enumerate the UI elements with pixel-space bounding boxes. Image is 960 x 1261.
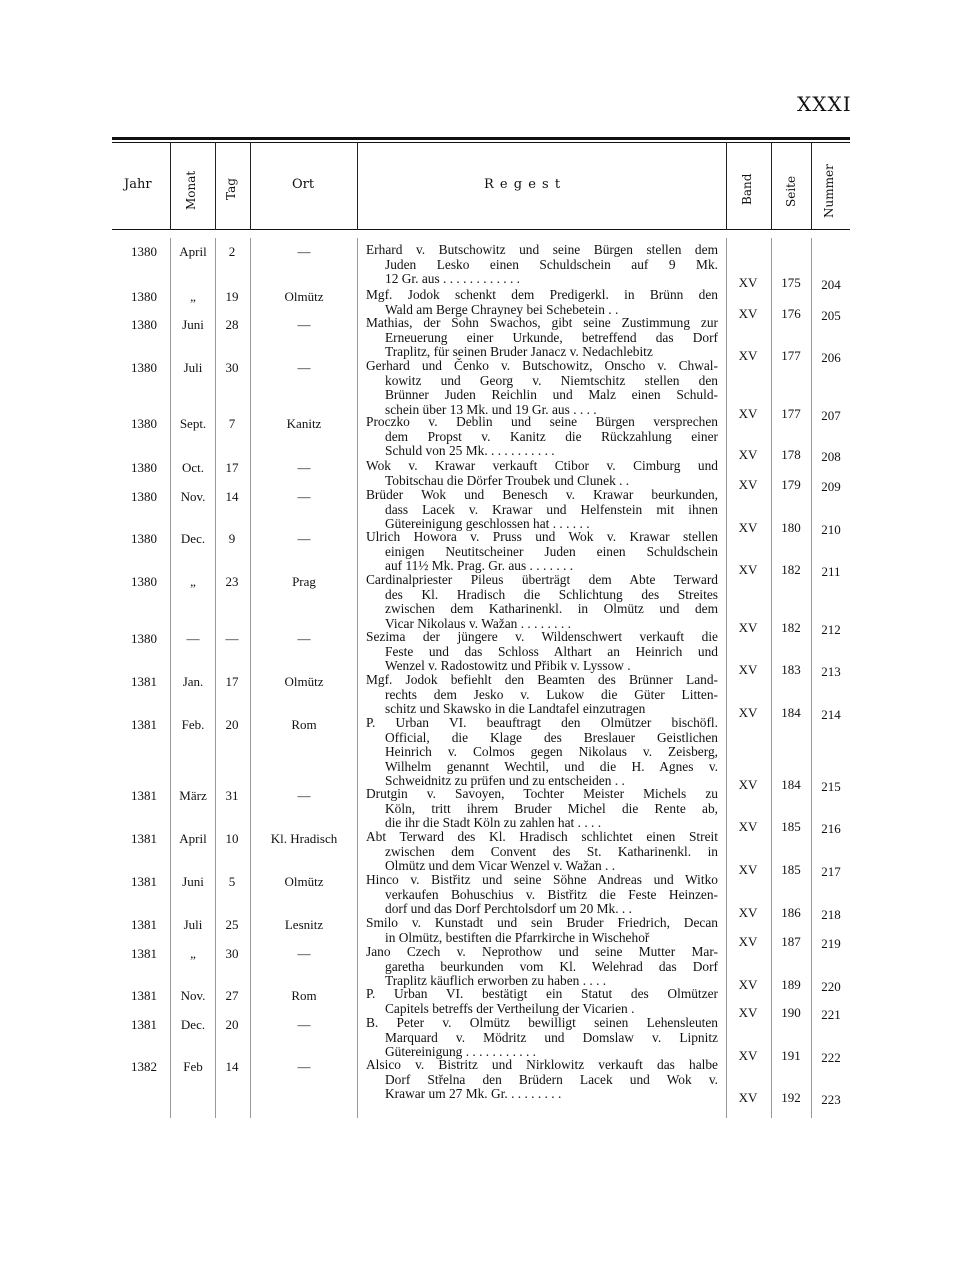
regest-line: Traplitz käuflich erworben zu haben . . . . bbox=[385, 973, 607, 989]
regest-line: garetha beurkunden vom Kl. Welehrad das Dorf bbox=[385, 958, 718, 974]
entry-ort: — bbox=[297, 317, 311, 332]
entry-monat: Nov. bbox=[180, 489, 206, 504]
regest-line: Abt Terward des Kl. Hradisch schlichtet einen Streit bbox=[366, 829, 718, 844]
entry-regest bbox=[366, 459, 718, 488]
entry-seite: 191 bbox=[781, 1048, 801, 1064]
regest-line: Gütereinigung . . . . . . . . . . . bbox=[385, 1044, 536, 1060]
entry-tag: 28 bbox=[225, 317, 239, 332]
regest-line: Wald am Berge Chrayney bei Schebetein . . bbox=[385, 301, 619, 317]
entry-band: XV bbox=[738, 777, 758, 793]
regest-line: Drutgin v. Savoyen, Tochter Meister Michels zu bbox=[366, 786, 718, 801]
entry-tag: 2 bbox=[228, 244, 236, 259]
entry-jahr: 1380 bbox=[131, 416, 157, 431]
entry-monat: Jan. bbox=[182, 674, 204, 689]
entry-regest bbox=[366, 488, 718, 532]
regest-line: Brünner Juden Reichlin und Malz einen Schuld- bbox=[385, 387, 718, 403]
entry-jahr: 1380 bbox=[131, 574, 157, 589]
entry-jahr: 1380 bbox=[131, 317, 157, 332]
entry-seite: 186 bbox=[781, 905, 801, 921]
regest-line: zwischen dem Convent des St. Katharinenkl. in bbox=[385, 843, 718, 859]
regest-line: Wilhelm genannt Wechtil, und die H. Agnes v. bbox=[385, 758, 718, 774]
entry-monat: Feb bbox=[183, 1059, 203, 1074]
entry-seite: 192 bbox=[781, 1090, 801, 1106]
regest-line: Erneuerung einer Urkunde, betreffend das Dorf bbox=[385, 329, 718, 345]
regest-line: Marquard v. Mödritz und Domslaw v. Lipnitz bbox=[385, 1029, 718, 1045]
entry-band: XV bbox=[738, 520, 758, 536]
entry-jahr: 1381 bbox=[131, 788, 157, 803]
regest-line: Schuld von 25 Mk. . . . . . . . . . . bbox=[385, 443, 555, 459]
regest-line: Erhard v. Butschowitz und seine Bürgen stellen dem bbox=[366, 242, 718, 257]
entry-monat: — bbox=[186, 631, 200, 646]
entry-seite: 182 bbox=[781, 619, 801, 635]
entry-regest bbox=[366, 787, 718, 831]
entry-tag: 20 bbox=[225, 717, 239, 732]
regest-line: Vicar Nikolaus v. Wažan . . . . . . . . bbox=[385, 615, 571, 631]
regest-line: Smilo v. Kunstadt und sein Bruder Friedrich, Decan bbox=[366, 915, 718, 930]
entry-ort: — bbox=[297, 244, 311, 259]
entry-jahr: 1381 bbox=[131, 831, 157, 846]
regest-line: zwischen dem Katharinenkl. in Olmütz und dem bbox=[385, 601, 718, 617]
entry-regest bbox=[366, 415, 718, 459]
regest-line: verkaufen Bohuschius v. Bistřitz die Feste Heinzen- bbox=[385, 886, 718, 902]
regest-line: Mathias, der Sohn Swachos, gibt seine Zustimmung zur bbox=[366, 315, 718, 330]
entry-tag: 14 bbox=[225, 1059, 239, 1074]
page-number: XXXI bbox=[797, 92, 852, 116]
entry-seite: 184 bbox=[781, 705, 801, 721]
header-jahr: Jahr bbox=[124, 177, 152, 192]
entry-ort: — bbox=[297, 1059, 311, 1074]
header-band: Band bbox=[740, 173, 754, 205]
entry-ort: — bbox=[297, 360, 311, 375]
entry-band: XV bbox=[738, 905, 758, 921]
regest-line: Hinco v. Bistřitz und seine Söhne Andreas und Witko bbox=[366, 872, 718, 887]
entry-regest bbox=[366, 359, 718, 417]
regest-line: 12 Gr. aus . . . . . . . . . . . . bbox=[385, 271, 521, 287]
entry-tag: 7 bbox=[228, 416, 236, 431]
entry-nummer: 219 bbox=[821, 935, 841, 951]
entry-seite: 179 bbox=[781, 476, 801, 492]
entry-seite: 189 bbox=[781, 977, 801, 993]
entry-ort: — bbox=[297, 631, 311, 646]
entry-nummer: 206 bbox=[821, 350, 841, 366]
entry-seite: 184 bbox=[781, 777, 801, 793]
regest-line: Wenzel v. Radostowitz und Přibik v. Lyssow . bbox=[385, 658, 631, 674]
regest-line: B. Peter v. Olmütz bewilligt seinen Lehensleuten bbox=[366, 1015, 718, 1030]
entry-ort: — bbox=[297, 489, 311, 504]
entry-band: XV bbox=[738, 275, 758, 291]
regest-line: kowitz und Georg v. Niemtschitz stellen den bbox=[385, 372, 718, 388]
entry-nummer: 222 bbox=[821, 1050, 841, 1066]
regest-line: Ulrich Howora v. Pruss und Wok v. Krawar stellen bbox=[366, 529, 718, 544]
entry-nummer: 216 bbox=[821, 821, 841, 837]
entry-ort: Kl. Hradisch bbox=[270, 831, 338, 846]
entry-jahr: 1381 bbox=[131, 988, 157, 1003]
entry-nummer: 223 bbox=[821, 1092, 841, 1108]
entry-seite: 187 bbox=[781, 933, 801, 949]
entry-band: XV bbox=[738, 305, 758, 321]
entry-tag: 17 bbox=[225, 674, 239, 689]
entry-band: XV bbox=[738, 348, 758, 364]
entry-seite: 177 bbox=[781, 405, 801, 421]
entry-jahr: 1380 bbox=[131, 531, 157, 546]
entry-tag: 30 bbox=[225, 946, 239, 961]
entry-ort: — bbox=[297, 946, 311, 961]
entry-tag: 25 bbox=[225, 917, 239, 932]
regest-line: Olmütz und dem Vicar Wenzel v. Wažan . . bbox=[385, 858, 616, 874]
entry-tag: 30 bbox=[225, 360, 239, 375]
regest-line: P. Urban VI. bestätigt ein Statut des Olmützer bbox=[366, 986, 718, 1001]
entry-regest bbox=[366, 630, 718, 674]
entry-regest bbox=[366, 830, 718, 874]
regest-line: P. Urban VI. beauftragt den Olmützer bischöfl. bbox=[366, 715, 718, 730]
header-monat: Monat bbox=[184, 170, 198, 210]
entry-nummer: 220 bbox=[821, 979, 841, 995]
entry-seite: 176 bbox=[781, 305, 801, 321]
entry-monat: Sept. bbox=[179, 416, 207, 431]
entry-nummer: 211 bbox=[821, 564, 841, 580]
entry-tag: 10 bbox=[225, 831, 239, 846]
regest-line: Traplitz, für seinen Bruder Janacz v. Nedachlebitz bbox=[385, 344, 653, 360]
entry-monat: Juli bbox=[183, 360, 203, 375]
regest-line: Sezima der jüngere v. Wildenschwert verkauft die bbox=[366, 629, 718, 644]
entry-jahr: 1381 bbox=[131, 946, 157, 961]
entry-band: XV bbox=[738, 933, 758, 949]
entry-band: XV bbox=[738, 977, 758, 993]
entry-seite: 185 bbox=[781, 862, 801, 878]
header-nummer: Nummer bbox=[822, 164, 836, 218]
entry-seite: 175 bbox=[781, 275, 801, 291]
entry-band: XV bbox=[738, 662, 758, 678]
entry-jahr: 1380 bbox=[131, 489, 157, 504]
entry-monat: März bbox=[179, 788, 207, 803]
regest-line: schitz und Skawsko in die Landtafel einzutragen bbox=[385, 701, 646, 717]
entry-jahr: 1380 bbox=[131, 289, 157, 304]
entry-seite: 190 bbox=[781, 1004, 801, 1020]
entry-nummer: 215 bbox=[821, 779, 841, 795]
entry-ort: Rom bbox=[291, 988, 317, 1003]
regest-line: dem Propst v. Kanitz die Rückzahlung einer bbox=[385, 428, 718, 444]
entry-band: XV bbox=[738, 819, 758, 835]
entry-monat: Juni bbox=[182, 874, 204, 889]
entry-regest bbox=[366, 316, 718, 360]
entry-nummer: 207 bbox=[821, 407, 841, 423]
entry-seite: 185 bbox=[781, 819, 801, 835]
entry-regest bbox=[366, 945, 718, 989]
entry-jahr: 1382 bbox=[131, 1059, 157, 1074]
entry-ort: Prag bbox=[292, 574, 316, 589]
entry-jahr: 1381 bbox=[131, 874, 157, 889]
entry-nummer: 214 bbox=[821, 707, 841, 723]
entry-band: XV bbox=[738, 862, 758, 878]
entry-band: XV bbox=[738, 619, 758, 635]
entry-jahr: 1380 bbox=[131, 244, 157, 259]
entry-regest bbox=[366, 716, 718, 789]
entry-regest bbox=[366, 243, 718, 287]
entry-jahr: 1381 bbox=[131, 1017, 157, 1032]
entry-ort: Olmütz bbox=[284, 874, 324, 889]
regest-line: schein über 13 Mk. und 19 Gr. aus . . . . bbox=[385, 401, 597, 417]
regest-line: in Olmütz, bestiften die Pfarrkirche in Wischehoř bbox=[385, 929, 650, 945]
regest-line: Tobitschau die Dörfer Troubek und Clunek . . bbox=[385, 472, 630, 488]
regest-line: Köln, tritt ihrem Bruder Michel die Rente ab, bbox=[385, 800, 718, 816]
entry-ort: — bbox=[297, 788, 311, 803]
entry-nummer: 217 bbox=[821, 864, 841, 880]
entry-band: XV bbox=[738, 1048, 758, 1064]
entry-tag: 9 bbox=[228, 531, 236, 546]
entry-tag: 17 bbox=[225, 460, 239, 475]
regest-line: dass Lacek v. Krawar und Helfenstein mit ihnen bbox=[385, 501, 718, 517]
entry-ort: Olmütz bbox=[284, 289, 324, 304]
entry-nummer: 213 bbox=[821, 664, 841, 680]
regest-line: Capitels betreffs der Vertheilung der Vicarien . bbox=[385, 1000, 635, 1016]
regest-line: Krawar um 27 Mk. Gr. . . . . . . . . bbox=[385, 1086, 562, 1102]
entry-band: XV bbox=[738, 447, 758, 463]
entry-band: XV bbox=[738, 1090, 758, 1106]
entry-nummer: 205 bbox=[821, 307, 841, 323]
regest-line: Heinrich v. Colmos gegen Nikolaus v. Zeisberg, bbox=[385, 744, 718, 760]
entry-seite: 183 bbox=[781, 662, 801, 678]
entry-nummer: 208 bbox=[821, 449, 841, 465]
entry-ort: — bbox=[297, 1017, 311, 1032]
entry-regest bbox=[366, 673, 718, 717]
entry-monat: „ bbox=[190, 574, 196, 589]
entry-tag: 5 bbox=[228, 874, 236, 889]
regest-line: Schweidnitz zu prüfen und zu entscheiden . . bbox=[385, 773, 625, 789]
entry-tag: 14 bbox=[225, 489, 239, 504]
header-regest: R e g e s t bbox=[484, 177, 562, 192]
entry-monat: Feb. bbox=[181, 717, 205, 732]
regest-line: Jano Czech v. Neprothow und seine Mutter Mar- bbox=[366, 944, 718, 959]
entry-regest bbox=[366, 873, 718, 917]
entry-regest bbox=[366, 530, 718, 574]
entry-tag: 19 bbox=[225, 289, 239, 304]
regest-line: Official, die Klage des Breslauer Geistlichen bbox=[385, 729, 718, 745]
regest-line: Feste und das Schloss Althart an Heinrich und bbox=[385, 643, 718, 659]
entry-ort: Kanitz bbox=[286, 416, 322, 431]
entry-monat: Oct. bbox=[181, 460, 205, 475]
regest-line: Mgf. Jodok schenkt dem Predigerkl. in Brünn den bbox=[366, 287, 718, 302]
entry-ort: Rom bbox=[291, 717, 317, 732]
entry-seite: 177 bbox=[781, 348, 801, 364]
entry-jahr: 1380 bbox=[131, 360, 157, 375]
entry-band: XV bbox=[738, 476, 758, 492]
regest-line: rechts dem Jesko v. Lukow die Güter Litten- bbox=[385, 686, 718, 702]
entry-tag: 31 bbox=[225, 788, 239, 803]
header-ort: Ort bbox=[292, 177, 315, 192]
regest-line: Cardinalpriester Pileus überträgt dem Abte Terward bbox=[366, 572, 718, 587]
entry-tag: 23 bbox=[225, 574, 239, 589]
entry-monat: Juli bbox=[183, 917, 203, 932]
regest-line: dorf und das Dorf Perchtolsdorf um 20 Mk. . . bbox=[385, 901, 632, 917]
entry-jahr: 1380 bbox=[131, 631, 157, 646]
entry-ort: Olmütz bbox=[284, 674, 324, 689]
entry-monat: Juni bbox=[182, 317, 204, 332]
entry-tag: 27 bbox=[225, 988, 239, 1003]
regest-line: Alsico v. Bistritz und Nirklowitz verkauft das halbe bbox=[366, 1057, 718, 1072]
entry-monat: Nov. bbox=[180, 988, 206, 1003]
entry-monat: „ bbox=[190, 289, 196, 304]
regest-line: Juden Lesko einen Schuldschein auf 9 Mk. bbox=[385, 256, 718, 272]
entry-regest bbox=[366, 288, 718, 317]
entry-ort: — bbox=[297, 460, 311, 475]
entry-monat: April bbox=[179, 244, 207, 259]
entry-jahr: 1381 bbox=[131, 674, 157, 689]
entry-band: XV bbox=[738, 705, 758, 721]
entry-monat: Dec. bbox=[180, 531, 206, 546]
entry-nummer: 212 bbox=[821, 621, 841, 637]
header-seite: Seite bbox=[784, 175, 798, 207]
regest-line: des Kl. Hradisch die Schlichtung des Streites bbox=[385, 586, 718, 602]
entry-nummer: 210 bbox=[821, 522, 841, 538]
regest-line: Wok v. Krawar verkauft Ctibor v. Cimburg und bbox=[366, 458, 718, 473]
entry-jahr: 1380 bbox=[131, 460, 157, 475]
entry-seite: 182 bbox=[781, 562, 801, 578]
entry-band: XV bbox=[738, 562, 758, 578]
entry-nummer: 221 bbox=[821, 1006, 841, 1022]
regest-line: Dorf Střelna den Brüdern Lacek und Wok v. bbox=[385, 1071, 718, 1087]
entry-ort: — bbox=[297, 531, 311, 546]
entry-monat: „ bbox=[190, 946, 196, 961]
regest-line: Proczko v. Deblin und seine Bürgen versprechen bbox=[366, 414, 718, 429]
entry-nummer: 218 bbox=[821, 907, 841, 923]
entry-monat: Dec. bbox=[180, 1017, 206, 1032]
entry-jahr: 1381 bbox=[131, 717, 157, 732]
entry-tag: — bbox=[225, 631, 239, 646]
entry-monat: April bbox=[179, 831, 207, 846]
entry-band: XV bbox=[738, 1004, 758, 1020]
entry-nummer: 209 bbox=[821, 478, 841, 494]
regest-line: Mgf. Jodok befiehlt den Beamten des Brünner Land- bbox=[366, 672, 718, 687]
entry-jahr: 1381 bbox=[131, 917, 157, 932]
entry-band: XV bbox=[738, 405, 758, 421]
entry-ort: Lesnitz bbox=[284, 917, 324, 932]
regest-line: die ihr die Stadt Köln zu zahlen hat . . . . bbox=[385, 815, 602, 831]
regest-line: Gerhard und Čenko v. Butschowitz, Onscho v. Chwal- bbox=[366, 358, 718, 373]
header-tag: Tag bbox=[224, 178, 238, 200]
regest-line: Brüder Wok und Benesch v. Krawar beurkunden, bbox=[366, 487, 718, 502]
entry-regest bbox=[366, 1058, 718, 1102]
regest-line: einigen Neutitscheiner Juden einen Schuldschein bbox=[385, 543, 718, 559]
entry-regest bbox=[366, 987, 718, 1016]
regest-line: auf 11½ Mk. Prag. Gr. aus . . . . . . . bbox=[385, 558, 574, 574]
entry-regest bbox=[366, 573, 718, 631]
entry-tag: 20 bbox=[225, 1017, 239, 1032]
entry-regest bbox=[366, 1016, 718, 1060]
regest-line: Gütereinigung geschlossen hat . . . . . . bbox=[385, 516, 590, 532]
entry-seite: 180 bbox=[781, 520, 801, 536]
entry-regest bbox=[366, 916, 718, 945]
entry-seite: 178 bbox=[781, 447, 801, 463]
entry-nummer: 204 bbox=[821, 277, 841, 293]
